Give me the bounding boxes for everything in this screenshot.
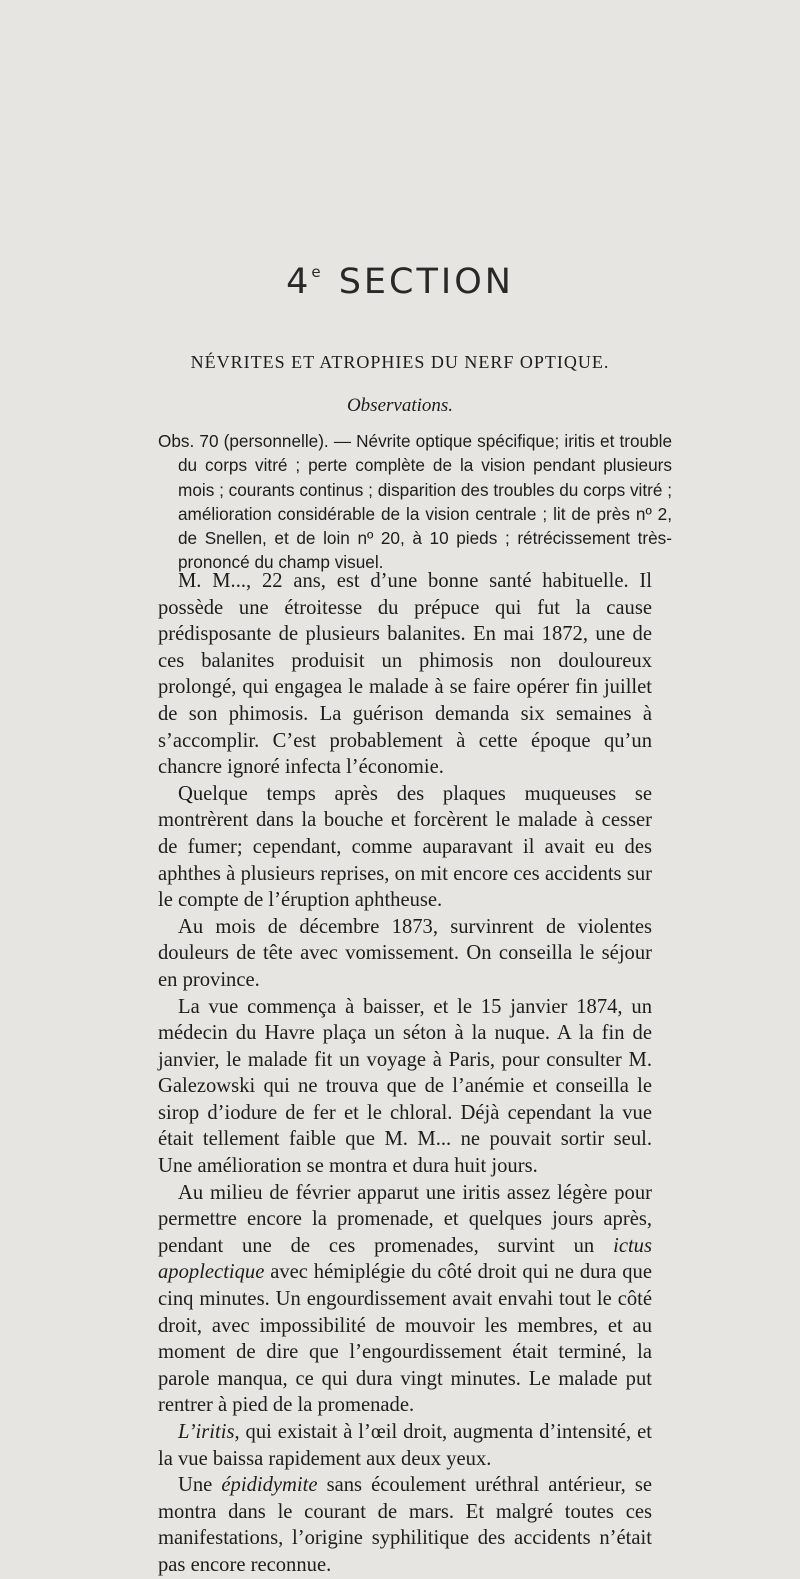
subtitle: Observations.: [346, 395, 454, 416]
section-number: 4: [286, 262, 312, 302]
body-paragraph: [158, 568, 652, 781]
body-paragraph: [158, 1419, 652, 1472]
paragraph-text: Quelque temps après des plaques muqueuses se montrèrent dans la bouche et forcèrent le malade à cesser de fumer; cependant, comme auparavant il avait eu des aphthes à plusieurs reprises, on mit encore ces accidents sur le compte de l’éruption aphtheuse.: [158, 782, 652, 912]
observation-summary-text: — Névrite optique spécifique; iritis et trouble du corps vitré ; perte complète de la vision pendant plusieurs mois ; courants continus ; disparition des troubles du corps vitré ; amélioration considérable de la vision centrale ; lit de près nº 2, de Snellen, et de loin nº 20, à 10 pieds ; rétrécissement très-prononcé du champ visuel.: [178, 431, 673, 573]
section-word: SECTION: [338, 262, 514, 302]
observation-summary: [158, 429, 672, 575]
italic-term: ictus apoplectique: [158, 1234, 652, 1284]
paragraph-text: , qui existait à l’œil droit, augmenta d’intensité, et la vue baissa rapidement aux deux yeux.: [158, 1421, 652, 1470]
body-paragraph: [158, 914, 652, 994]
italic-term: L’iritis: [178, 1421, 235, 1443]
body-paragraph: [158, 1472, 652, 1578]
paragraph-text: La vue commença à baisser, et le 15 janvier 1874, un médecin du Havre plaça un séton à la nuque. A la fin de janvier, le malade fit un voyage à Paris, pour consulter M. Galezowski qui ne trouva que de l’anémie et conseilla le sirop d’iodure de fer et le chloral. Déjà cependant la vue était tellement faible que M. M... ne pouvait sortir seul. Une amélioration se montra et dura huit jours.: [158, 995, 652, 1178]
paragraph-text: M. M..., 22 ans, est d’une bonne santé habituelle. Il possède une étroitesse du prépuce qui fut la cause prédisposante de plusieurs balanites. En mai 1872, une de ces balanites produisit un phimosis non douloureux prolongé, qui engagea le malade à se faire opérer fin juillet de son phimosis. La guérison demanda six semaines à s’accomplir. C’est probablement à cette époque qu’un chancre ignoré infecta l’économie.: [158, 570, 652, 779]
paragraph-text: Au milieu de février apparut une iritis assez légère pour permettre encore la promenade, et quelques jours après, pendant une de ces promenades, survint un: [158, 1181, 652, 1257]
observation-label: Obs. 70 (personnelle).: [158, 431, 329, 451]
section-heading: [0, 262, 800, 302]
body-text: [158, 568, 652, 1579]
body-paragraph: [158, 781, 652, 914]
paragraph-text: Une: [178, 1474, 222, 1497]
paragraph-text: Au mois de décembre 1873, survinrent de violentes douleurs de tête avec vomissement. On conseilla le séjour en province.: [158, 915, 652, 991]
italic-term: épididymite: [221, 1474, 318, 1497]
paragraph-text: avec hémiplégie du côté droit qui ne dura que cinq minutes. Un engourdissement avait envahi tout le côté droit, avec impossibilité de mouvoir les membres, et au moment de dire que l’engourdissement était terminé, la parole manqua, ce qui dura vingt minutes. Le malade put rentrer à pied de la promenade.: [158, 1261, 652, 1417]
paragraph-text: sans écoulement uréthral antérieur, se montra dans le courant de mars. Et malgré toutes ces manifestations, l’origine syphilitique des accidents n’était pas encore reconnue.: [158, 1474, 652, 1576]
body-paragraph: [158, 1180, 652, 1419]
chapter-title: NÉVRITES ET ATROPHIES DU NERF OPTIQUE.: [190, 352, 610, 372]
body-paragraph: [158, 994, 652, 1180]
section-ordinal-suffix: e: [311, 263, 321, 281]
